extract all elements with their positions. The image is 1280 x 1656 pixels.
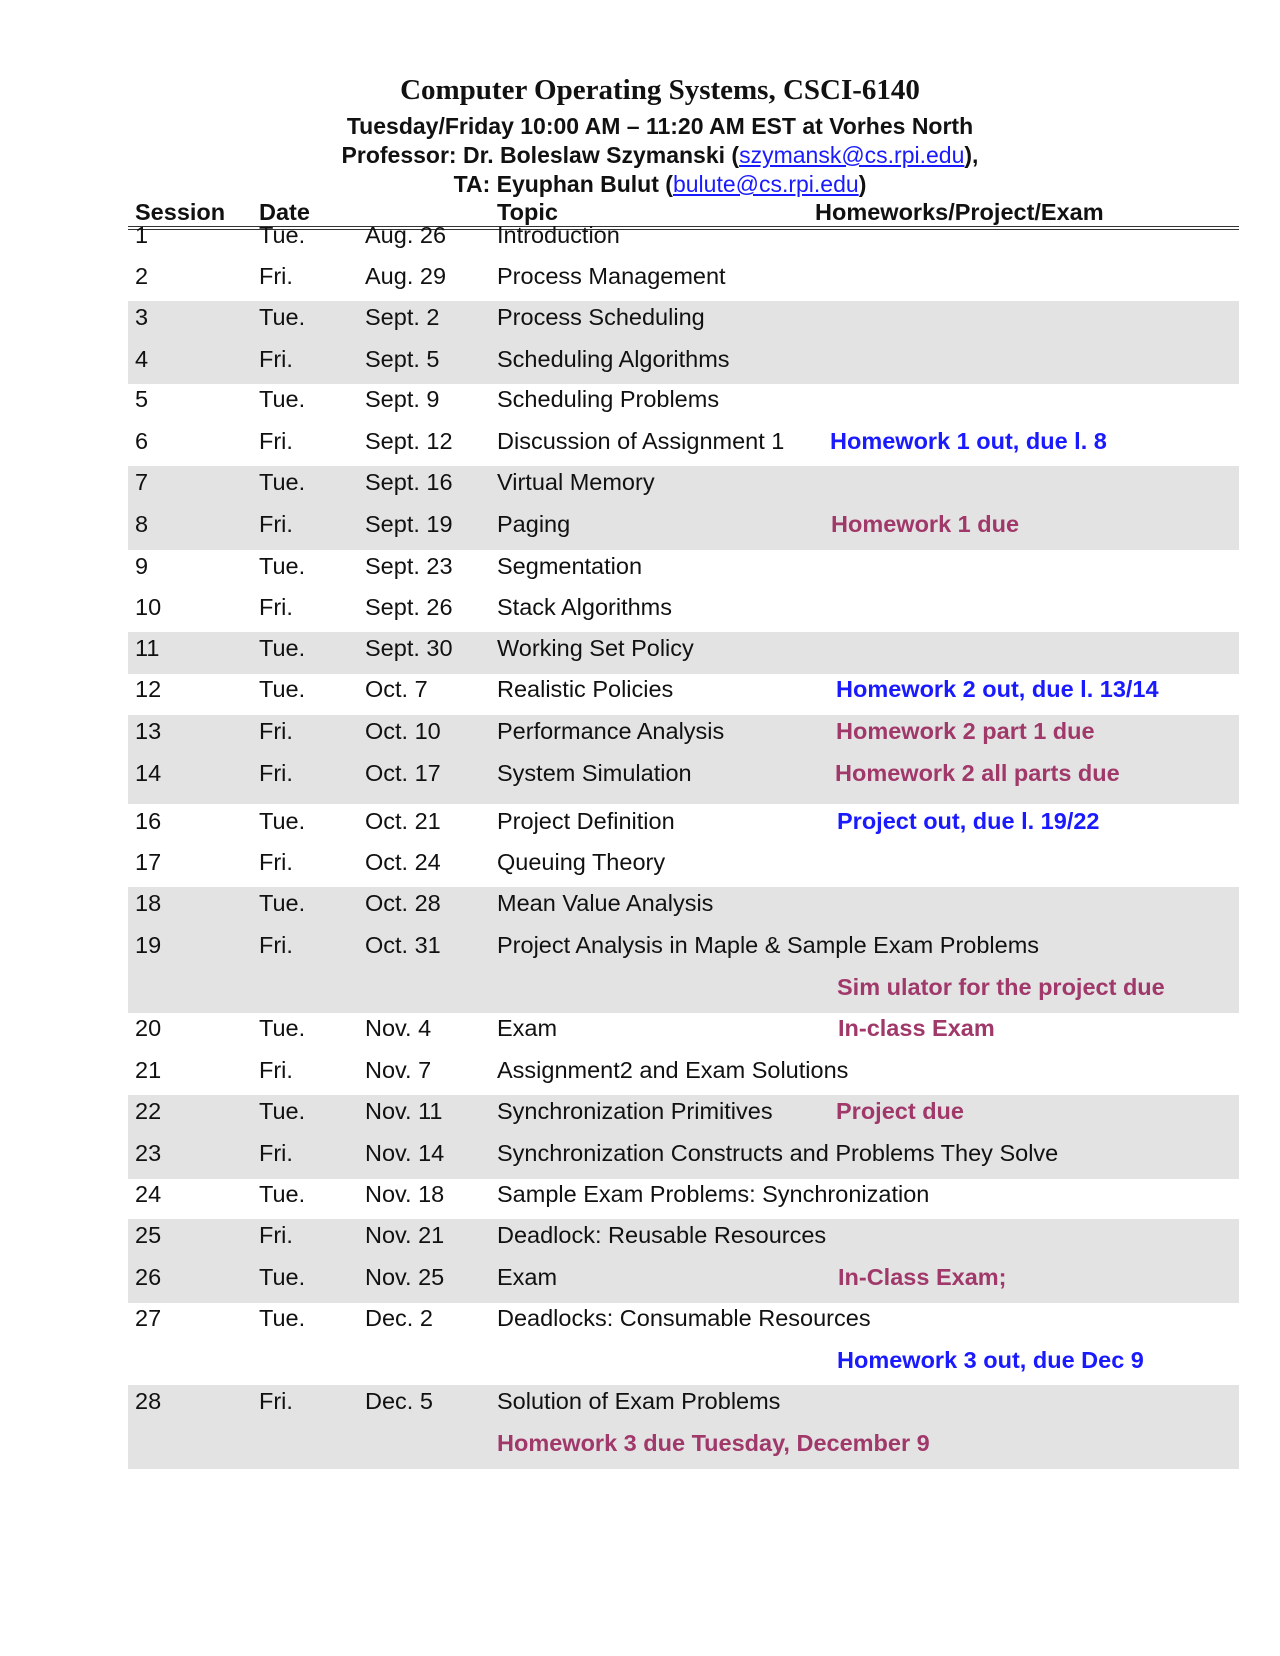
ta-suffix: ) [858,171,867,197]
date-cell: Oct. 21 [365,808,441,834]
course-title: Computer Operating Systems, CSCI-6140 [400,74,920,106]
session-cell: 20 [135,1015,162,1041]
date-cell: Nov. 11 [365,1098,443,1124]
day-cell: Tue. [259,1098,306,1124]
day-cell: Tue. [259,222,306,248]
topic-cell: Stack Algorithms [497,594,673,620]
date-cell: Nov. 25 [365,1264,445,1290]
session-cell: 4 [135,346,149,372]
date-cell: Oct. 24 [365,849,441,875]
session-cell: 14 [135,760,162,786]
date-cell: Sept. 30 [365,635,453,661]
session-cell: 26 [135,1264,162,1290]
date-cell: Oct. 28 [365,890,441,916]
topic-cell: Synchronization Constructs and Problems They Solve [497,1140,1059,1166]
topic-cell: Realistic Policies [497,676,674,702]
day-cell: Fri. [259,594,293,620]
date-cell: Nov. 21 [365,1222,445,1248]
ta-label: TA: Eyuphan Bulut ( [453,171,673,197]
date-cell: Sept. 26 [365,594,453,620]
topic-cell: Assignment2 and Exam Solutions [497,1057,849,1083]
topic-cell: Scheduling Problems [497,386,720,412]
date-cell: Oct. 7 [365,676,428,702]
session-cell: 28 [135,1388,162,1414]
date-cell: Nov. 7 [365,1057,432,1083]
topic-cell: Solution of Exam Problems [497,1388,781,1414]
topic-cell: Project Analysis in Maple & Sample Exam Problems [497,932,1040,958]
topic-cell: Performance Analysis [497,718,725,744]
day-cell: Tue. [259,386,306,412]
column-header-topic: Topic [497,199,558,225]
session-cell: 10 [135,594,162,620]
date-cell: Nov. 14 [365,1140,445,1166]
professor-label: Professor: Dr. Boleslaw Szymanski ( [341,142,740,168]
session-cell: 3 [135,304,149,330]
day-cell: Tue. [259,1181,306,1207]
session-cell: 24 [135,1181,162,1207]
topic-cell: Process Management [497,263,726,289]
date-cell: Oct. 17 [365,760,441,786]
day-cell: Tue. [259,808,306,834]
day-cell: Fri. [259,511,293,537]
homework-note: Sim ulator for the project due [837,974,1165,1000]
topic-cell: Project Definition [497,808,675,834]
session-cell: 19 [135,932,162,958]
date-cell: Sept. 5 [365,346,440,372]
day-cell: Tue. [259,553,306,579]
date-cell: Aug. 26 [365,222,447,248]
session-cell: 1 [135,222,149,248]
homework-note: Homework 2 part 1 due [836,718,1095,744]
day-cell: Fri. [259,849,293,875]
homework-note: Homework 3 due Tuesday, December 9 [497,1430,930,1456]
topic-cell: Segmentation [497,553,643,579]
day-cell: Tue. [259,676,306,702]
homework-note: In-class Exam [838,1015,995,1041]
session-cell: 25 [135,1222,162,1248]
day-cell: Fri. [259,718,293,744]
class-schedule: Tuesday/Friday 10:00 AM – 11:20 AM EST at Vorhes North [346,113,974,139]
date-cell: Sept. 9 [365,386,440,412]
topic-cell: Introduction [497,222,620,248]
day-cell: Fri. [259,760,293,786]
topic-cell: Mean Value Analysis [497,890,714,916]
date-cell: Oct. 31 [365,932,441,958]
column-header-homeworks: Homeworks/Project/Exam [815,199,1104,225]
topic-cell: Deadlock: Reusable Resources [497,1222,827,1248]
ta-line [0,171,1280,198]
session-cell: 7 [135,469,149,495]
topic-cell: Working Set Policy [497,635,694,661]
date-cell: Nov. 4 [365,1015,432,1041]
homework-note: In-Class Exam; [838,1264,1007,1290]
professor-email-link[interactable]: szymansk@cs.rpi.edu [739,142,965,168]
session-cell: 6 [135,428,149,454]
topic-cell: Virtual Memory [497,469,655,495]
topic-cell: System Simulation [497,760,692,786]
day-cell: Fri. [259,1140,293,1166]
date-cell: Nov. 18 [365,1181,445,1207]
topic-cell: Discussion of Assignment 1 [497,428,785,454]
homework-note: Homework 2 all parts due [835,760,1120,786]
homework-note: Project due [836,1098,964,1124]
date-cell: Sept. 19 [365,511,453,537]
professor-suffix: ), [964,142,979,168]
professor-line [0,142,1280,169]
session-cell: 16 [135,808,162,834]
session-cell: 9 [135,553,149,579]
homework-note: Homework 3 out, due Dec 9 [837,1347,1144,1373]
date-cell: Dec. 2 [365,1305,433,1331]
topic-cell: Scheduling Algorithms [497,346,730,372]
date-cell: Dec. 5 [365,1388,433,1414]
session-cell: 17 [135,849,162,875]
date-cell: Sept. 23 [365,553,453,579]
day-cell: Fri. [259,428,293,454]
session-cell: 13 [135,718,162,744]
topic-cell: Sample Exam Problems: Synchronization [497,1181,930,1207]
topic-cell: Exam [497,1015,558,1041]
day-cell: Fri. [259,346,293,372]
session-cell: 21 [135,1057,162,1083]
date-cell: Sept. 16 [365,469,453,495]
session-cell: 27 [135,1305,162,1331]
session-cell: 5 [135,386,149,412]
homework-note: Homework 1 due [831,511,1020,537]
ta-email-link[interactable]: bulute@cs.rpi.edu [672,171,859,197]
session-cell: 11 [135,635,160,661]
homework-note: Project out, due l. 19/22 [837,808,1100,834]
date-cell: Sept. 12 [365,428,453,454]
day-cell: Tue. [259,1264,306,1290]
date-cell: Sept. 2 [365,304,440,330]
topic-cell: Process Scheduling [497,304,705,330]
topic-cell: Paging [497,511,571,537]
day-cell: Tue. [259,890,306,916]
day-cell: Tue. [259,1305,306,1331]
session-cell: 22 [135,1098,162,1124]
session-cell: 18 [135,890,162,916]
topic-cell: Deadlocks: Consumable Resources [497,1305,871,1331]
day-cell: Tue. [259,1015,306,1041]
topic-cell: Synchronization Primitives [497,1098,773,1124]
column-header-session: Session [135,199,226,225]
day-cell: Fri. [259,932,293,958]
day-cell: Fri. [259,1222,293,1248]
date-cell: Oct. 10 [365,718,441,744]
session-cell: 12 [135,676,162,702]
date-cell: Aug. 29 [365,263,447,289]
homework-note: Homework 2 out, due l. 13/14 [836,676,1159,702]
session-cell: 2 [135,263,149,289]
day-cell: Fri. [259,1057,293,1083]
session-cell: 23 [135,1140,162,1166]
day-cell: Tue. [259,304,306,330]
day-cell: Fri. [259,263,293,289]
topic-cell: Queuing Theory [497,849,666,875]
homework-note: Homework 1 out, due l. 8 [830,428,1107,454]
column-header-date: Date [259,199,310,225]
day-cell: Fri. [259,1388,293,1414]
day-cell: Tue. [259,635,306,661]
day-cell: Tue. [259,469,306,495]
topic-cell: Exam [497,1264,558,1290]
session-cell: 8 [135,511,149,537]
